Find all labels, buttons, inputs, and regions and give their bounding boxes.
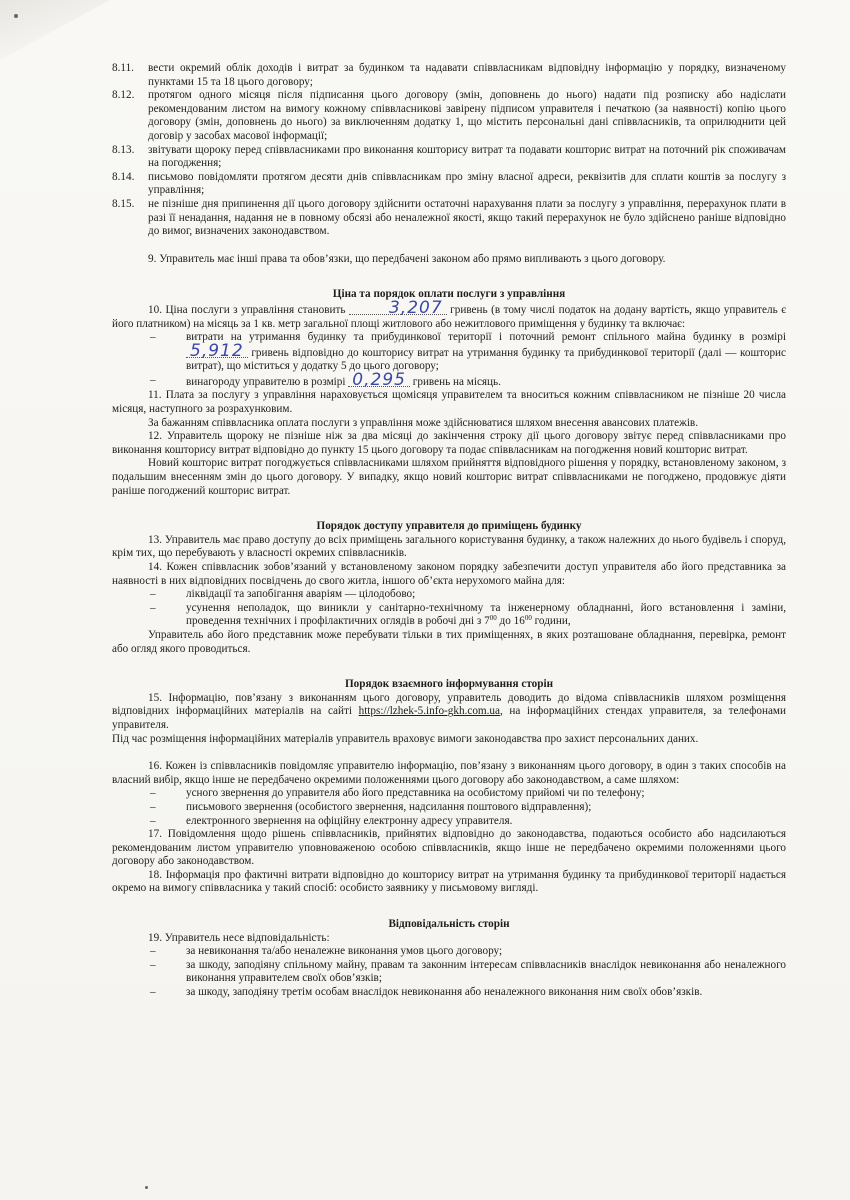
website-link[interactable]: https://lzhek-5.info-gkh.com.ua [358,705,500,718]
paragraph-14: 14. Кожен співвласник зобов’язаний у встановленому законом порядку забезпечити доступ управителя або його представника за наявності в них відповідних посвідчень до свого житла, іншого об’єкта нерухомого майна для: [112,561,786,587]
clause-item [112,198,786,239]
paragraph-13: 13. Управитель має право доступу до всіх приміщень загального користування будинку, а також належних до нього будівель і споруд, крім тих, що перебувають у власності окремих співвласників. [112,533,786,560]
dash-item-text: винагороду управителю в розмірі [186,375,346,388]
section-heading-price: Ціна та порядок оплати послуги з управління [332,288,566,301]
dash-item-text: витрати на утримання будинку та прибудинкової території і поточний ремонт спільного майна будинку в розмірі [186,331,786,344]
clause-number: 8.11. [112,62,134,74]
paragraph-15 [112,692,786,733]
scan-speck [145,1186,148,1189]
clause-item [112,62,786,89]
dash-item-text: електронного звернення на офіційну електронну адресу управителя. [186,814,513,827]
clause-item [112,89,786,143]
dash-bullet: – [150,800,156,813]
dash-bullet: – [150,945,156,958]
clause-number: 8.14. [112,170,135,183]
dash-item-text: години, [534,615,571,628]
dash-item [150,801,786,815]
paragraph-11b: За бажанням співвласника оплата послуги з управління може здійснюватися шляхом внесення авансових платежів. [148,416,699,429]
dash-item-text: усного звернення до управителя або його представника на особистому прийомі чи по телефону; [186,787,645,800]
document-body [112,62,786,1000]
dash-item [150,986,786,1000]
paragraph-17: 17. Повідомлення щодо рішень співвласників, прийнятих відповідно до законодавства, подаються особисто або надсилаються рекомендованим листом управителю уповноваженою особою співвласників, якщо інше не передбачено окремими положеннями цього договору або законодавством. [112,828,786,868]
clause-text: не пізніше дня припинення дії цього договору здійснити остаточні нарахування плати за послугу з управління, перерахунок плати в разі її ненадання, надання не в повному обсязі або неналежної якості, якщо такий перерахунок не було здійснено раніше відповідно до вимог, визначених законодавством. [148,197,786,238]
section-heading-access: Порядок доступу управителя до приміщень будинку [316,520,582,533]
paragraph-11: 11. Плата за послугу з управління нараховується щомісяця управителем та вноситься кожним співвласником не пізніше 20 числа місяця, наступного за розрахунковим. [112,389,786,416]
dash-item-text: гривень на місяць. [412,375,501,388]
dash-item-text: до 16 [499,615,525,628]
paragraph-15-text: , на інформаційних стендах управителя, за телефонами управителя. [112,705,786,731]
handwritten-maintenance-value: 5,912 [186,345,248,358]
clause-item [112,171,786,198]
paragraph-15-text: 15. Інформацію, пов’язану з виконанням цього договору, управитель доводить до відома співвласників шляхом розміщення відповідних інформаційних матеріалів на сайті [112,691,786,718]
dash-bullet: – [150,601,156,614]
clause-text: письмово повідомляти протягом десяти днів співвласникам про зміну власної адреси, реквізитів для сплати коштів за послугу з управління; [148,170,786,197]
dash-item [150,331,786,374]
dash-item [150,815,786,829]
paragraph-15b: Під час розміщення інформаційних матеріалів управитель враховує вимоги законодавства про захист персональних даних. [112,732,699,745]
paragraph-10-text: гривень (в тому числі податок на додану вартість, якщо управитель є його платником) на місяць за 1 кв. метр загальної площі житлового або нежитлового приміщення у будинку та включає: [112,303,787,330]
clause-text: протягом одного місяця після підписання цього договору (змін, доповнень до нього) надати під розписку або надіслати рекомендованим листом на вимогу кожному співвласникові завірену підписом управителя і печаткою (за наявності) копію цього договору (змін, доповнень до нього) за виключенням додатку 1, що містить персональні дані співвласників, та оприлюднити цей договір у засобах масової інформації; [148,89,786,142]
dash-bullet: – [150,331,156,344]
dash-item [150,369,786,390]
clause-item [112,144,786,171]
clause-text: звітувати щороку перед співвласниками про виконання кошторису витрат та подавати кошторис витрат на поточний рік споживачам на погодження; [148,143,786,170]
time-superscript: 00 [524,614,532,623]
punch-hole-mark [14,14,18,18]
section-heading-liability: Відповідальність сторін [388,918,510,931]
handwritten-fee-value: 0,295 [348,374,410,387]
dash-bullet: – [150,958,156,971]
dash-item-text: ліквідації та запобігання аваріям — цілодобово; [186,588,416,601]
page-corner-fold [0,0,110,60]
paragraph-12b: Новий кошторис витрат погоджується співвласниками шляхом прийняття відповідного рішення у порядку, встановленому законом, з подальшим внесенням змін до цього договору. У випадку, якщо новий кошторис витрат співвласниками не погоджено, продовжує діяти раніше погоджений кошторис витрат. [112,457,786,497]
clause-number: 8.13. [112,143,135,156]
dash-item [150,602,786,629]
dash-item-text: за шкоду, заподіяну третім особам внаслідок невиконання або неналежного виконання ним своїх обов’язків. [186,986,703,999]
dash-bullet: – [150,373,156,386]
dash-item-text: усунення неполадок, що виникли у санітарно-технічному та інженерному обладнанні, його встановлення і заміни, проведення технічних і профілактичних оглядів в робочі дні з 7 [186,601,786,628]
clause-number: 8.15. [112,197,135,210]
section-heading-info: Порядок взаємного інформування сторін [344,678,554,691]
dash-bullet: – [150,814,156,827]
paragraph-14b: Управитель або його представник може перебувати тільки в тих приміщеннях, в яких розташоване обладнання, перевірка, ремонт або огляд якого проводиться. [112,628,786,655]
dash-item-text: за шкоду, заподіяну спільному майну, правам та законним інтересам співвласників внаслідок невиконання або неналежного виконання управителем своїх обов’язків; [186,958,786,985]
dash-bullet: – [150,588,156,601]
paragraph-16: 16. Кожен із співвласників повідомляє управителю інформацію, пов’язану з виконанням цього договору, в один з таких способів на власний вибір, якщо інше не передбачено окремими положеннями цього договору або законодавством, а саме шляхом: [112,760,786,786]
paragraph-18: 18. Інформація про фактичні витрати відповідно до кошторису витрат на утримання будинку та прибудинкової території надається окремо на вимогу співвласника у такий спосіб: особисто заявнику у письмовому вигляді. [112,868,786,895]
dash-item-text: за невиконання та/або неналежне виконання умов цього договору; [186,945,503,958]
dash-item [150,787,786,801]
dash-bullet: – [150,787,156,800]
time-superscript: 00 [489,614,497,623]
dash-item-text: гривень відповідно до кошторису витрат на утримання будинку та прибудинкової території (далі — кошторис витрат), що міститься у додатку 5 до цього договору; [186,346,786,373]
paragraph-10-text: 10. Ціна послуги з управління становить [148,303,346,316]
paragraph-9: 9. Управитель має інші права та обов’язки, що передбачені законом або прямо випливають з цього договору. [148,252,666,265]
dash-bullet: – [150,986,156,999]
clause-text: вести окремий облік доходів і витрат за будинком та надавати співвласникам відповідну інформацію у порядку, визначеному пунктами 15 та 18 цього договору; [148,62,786,88]
dash-item [150,959,786,986]
paragraph-12: 12. Управитель щороку не пізніше ніж за два місяці до закінчення строку дії цього договору звітує перед співвласниками про виконання кошторису витрат відповідно до пункту 15 цього договору та подає співвласникам на погодження новий кошторис витрат. [112,430,786,456]
dash-item-text: письмового звернення (особистого звернення, надсилання поштового відправлення); [186,800,592,813]
paragraph-19: 19. Управитель несе відповідальність: [148,931,330,944]
paragraph-10 [112,297,787,331]
clause-number: 8.12. [112,89,135,102]
dash-item [150,945,786,959]
dash-item [150,588,786,602]
handwritten-price-value: 3,207 [349,302,447,315]
